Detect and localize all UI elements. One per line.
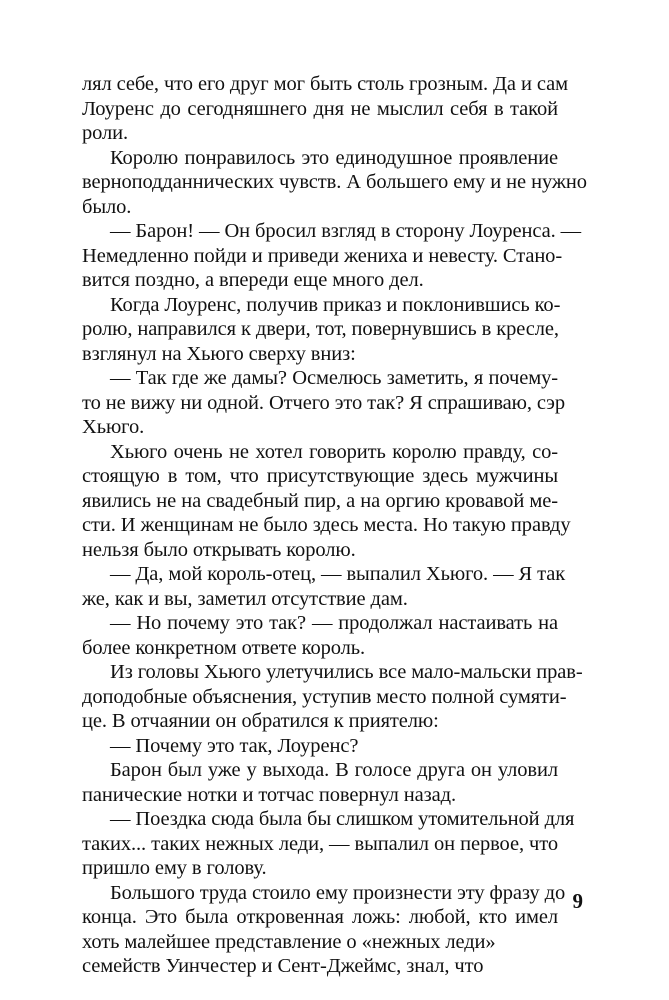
text-line: Хьюго очень не хотел говорить королю правду, со-	[110, 440, 558, 463]
text-line: доподобные объяснения, уступив место полной сумяти-	[82, 685, 567, 708]
text-line: хоть малейшее представление о «нежных леди»	[82, 930, 496, 953]
text-line: более конкретном ответе король.	[82, 636, 366, 659]
text-line: панические нотки и тотчас повернул назад.	[82, 783, 457, 806]
text-line: Барон был уже у выхода. В голосе друга он уловил	[110, 759, 558, 781]
text-line: семейств Уинчестер и Сент-Джеймс, знал, что	[82, 955, 484, 977]
text-line: це. В отчаянии он обратился к приятелю:	[82, 710, 439, 732]
text-line: было.	[82, 195, 132, 218]
text-line: то не вижу ни одной. Отчего это так? Я спрашиваю, сэр	[82, 391, 565, 414]
text-line: Большого труда стоило ему произнести эту фразу до	[110, 881, 566, 904]
text-line: Немедленно пойди и приведи жениха и невесту. Стано-	[82, 244, 563, 267]
text-line: верноподданнических чувств. А большего ему и не нужно	[82, 171, 587, 193]
page-body-text	[82, 72, 587, 979]
text-line: стоящую в том, что присутствующие здесь мужчины	[82, 465, 558, 487]
text-line: лял себе, что его друг мог быть столь грозным. Да и сам	[82, 73, 568, 95]
text-line: сти. И женщинам не было здесь места. Но такую правду	[82, 514, 571, 536]
text-line: ролю, направился к двери, тот, повернувшись в кресле,	[82, 318, 559, 340]
text-line: Когда Лоуренс, получив приказ и поклонившись ко-	[110, 293, 561, 316]
text-line: же, как и вы, заметил отсутствие дам.	[82, 587, 408, 610]
text-line: Хьюго.	[82, 416, 145, 438]
text-line: взглянул на Хьюго сверху вниз:	[82, 342, 356, 365]
text-line: таких... таких нежных леди, — выпалил он первое, что	[82, 832, 558, 855]
page-number: 9	[572, 889, 583, 913]
text-line: явились не на свадебный пир, а на оргию кровавой ме-	[82, 489, 558, 512]
text-line: — Барон! — Он бросил взгляд в сторону Лоуренса. —	[110, 220, 582, 242]
text-line: — Почему это так, Лоуренс?	[110, 734, 359, 757]
text-line: Лоуренс до сегодняшнего дня не мыслил себя в такой	[82, 97, 558, 120]
text-line: вится поздно, а впереди еще много дел.	[82, 269, 424, 291]
text-line: Королю понравилось это единодушное проявление	[110, 146, 558, 169]
text-line: — Да, мой король-отец, — выпалил Хьюго. — Я так	[110, 563, 566, 585]
text-line: — Так где же дамы? Осмелюсь заметить, я почему-	[110, 367, 558, 389]
text-line: Из головы Хьюго улетучились все мало-мальски прав-	[110, 661, 583, 683]
text-line: конца. Это была откровенная ложь: любой, кто имел	[82, 906, 558, 928]
text-line: нельзя было открывать королю.	[82, 538, 356, 561]
text-line: роли.	[82, 122, 129, 144]
text-line: — Но почему это так? — продолжал настаивать на	[110, 612, 558, 634]
text-line: пришло ему в голову.	[82, 857, 267, 879]
text-line: — Поездка сюда была бы слишком утомительной для	[110, 808, 575, 830]
